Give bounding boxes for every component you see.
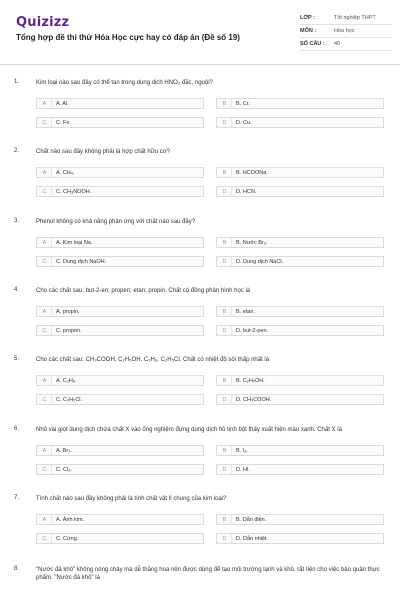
option-text: D. but-2-pen. [236,327,269,334]
answer-option-a[interactable] [36,445,204,456]
option-letter: A [38,168,52,177]
answer-option-b[interactable] [216,514,384,525]
meta-value: 40 [334,41,341,47]
option-text: D. CH₃COOH. [236,396,272,403]
option-text: A. Kim loại Na. [56,239,93,246]
question-number: 1. [14,79,20,85]
option-letter: C [38,326,52,335]
option-letter: A [38,515,52,524]
question-text: Chất nào sau đây không phải là hợp chất hữu cơ? [36,149,170,155]
option-letter: A [38,376,52,385]
option-text: C. Cl₂. [56,466,72,473]
answer-option-c[interactable] [36,394,204,405]
option-text: A. propin. [56,308,80,315]
option-text: C. C₂H₅Cl. [56,396,83,403]
option-letter: C [38,465,52,474]
option-letter: B [218,376,232,385]
answer-option-c[interactable] [36,325,204,336]
answer-option-d[interactable] [216,464,384,475]
question-number: 7. [14,495,20,501]
answer-option-a[interactable] [36,306,204,317]
meta-table [300,12,392,51]
answer-option-d[interactable] [216,186,384,197]
answer-option-a[interactable] [36,167,204,178]
option-letter: A [38,307,52,316]
option-text: A. CH₄. [56,169,75,176]
option-letter: A [38,238,52,247]
answer-option-c[interactable] [36,186,204,197]
meta-key: MÔN : [300,28,317,34]
option-letter: B [218,446,232,455]
answer-option-a[interactable] [36,514,204,525]
option-letter: D [218,187,232,196]
option-letter: C [38,534,52,543]
answer-option-b[interactable] [216,306,384,317]
option-letter: A [38,446,52,455]
quizizz-logo[interactable]: Quizizz [16,15,70,30]
option-letter: B [218,168,232,177]
meta-key: LỚP : [300,15,315,21]
answer-option-a[interactable] [36,375,204,386]
answer-option-b[interactable] [216,167,384,178]
option-text: C. CH₃NOOH. [56,188,92,195]
option-letter: D [218,118,232,127]
answer-option-d[interactable] [216,117,384,128]
question-number: 8. [14,566,20,572]
answer-option-d[interactable] [216,394,384,405]
question-text: Tính chất nào sau đây không phải là tính chất vật lí chung của kim loại? [36,496,227,502]
meta-value: Tốt nghiệp THPT [334,15,376,21]
meta-key: SỐ CÂU : [300,41,325,47]
option-text: B. I₂. [236,447,248,454]
answer-option-c[interactable] [36,256,204,267]
option-letter: C [38,187,52,196]
answer-option-d[interactable] [216,533,384,544]
question-number: 2. [14,148,20,154]
answer-option-c[interactable] [36,117,204,128]
option-letter: D [218,465,232,474]
answer-option-c[interactable] [36,464,204,475]
answer-option-d[interactable] [216,325,384,336]
option-letter: B [218,515,232,524]
option-text: D. Dung dịch NaCl. [236,258,284,265]
answer-option-b[interactable] [216,375,384,386]
option-text: C. Cứng. [56,535,79,542]
question-number: 3. [14,218,20,224]
option-letter: D [218,395,232,404]
option-text: B. Cr. [236,100,250,107]
option-letter: B [218,238,232,247]
question-number: 4. [14,287,20,293]
answer-option-b[interactable] [216,98,384,109]
answer-option-a[interactable] [36,98,204,109]
option-letter: C [38,118,52,127]
question-text: Kim loại nào sau đây có thể tan trong dung dịch HNO₃ đặc, nguội? [36,80,213,86]
option-text: D. Cu. [236,119,252,126]
worksheet-title: Tổng hợp đề thi thử Hóa Học cực hay có đáp án (Đề số 19) [16,33,240,42]
answer-option-d[interactable] [216,256,384,267]
option-text: D. HCN. [236,188,257,195]
option-letter: B [218,307,232,316]
option-text: A. C₂H₆. [56,377,77,384]
option-letter: B [218,99,232,108]
question-text: "Nước đá khô" không nóng chảy mà dễ thăng hoa nên được dùng để tạo môi trường lạnh và khô, rất tiện cho việc bảo quản thực phẩm. "Nước đá khô" là [36,567,380,581]
question-text: Cho các chất sau: CH₃COOH, C₂H₅OH, C₂H₆, C₂H₅Cl. Chất có nhiệt độ sôi thấp nhất là [36,357,270,363]
option-text: B. Nước Br₂. [236,239,268,246]
option-letter: A [38,99,52,108]
meta-row-count [300,38,392,51]
option-letter: D [218,257,232,266]
option-letter: C [38,257,52,266]
option-letter: C [38,395,52,404]
option-text: B. C₂H₅OH. [236,377,265,384]
option-text: A. Br₂. [56,447,72,454]
option-text: D. Dẫn nhiệt. [236,535,269,542]
worksheet-header [0,0,400,65]
option-text: B. etan. [236,308,255,315]
option-text: B. HCOONa. [236,169,268,176]
option-text: A. Al. [56,100,69,107]
question-number: 5. [14,356,20,362]
option-text: C. propen. [56,327,82,334]
option-text: A. Ánh kim. [56,516,85,523]
answer-option-a[interactable] [36,237,204,248]
meta-value: Hóa học [334,28,355,34]
meta-row-subject [300,25,392,38]
question-text: Cho các chất sau: but-2-en; propen; etan; propin. Chất có đồng phân hình học là [36,288,251,294]
answer-option-c[interactable] [36,533,204,544]
answer-option-b[interactable] [216,237,384,248]
option-text: C. Fe. [56,119,71,126]
option-text: D. HI. [236,466,251,473]
meta-row-grade [300,12,392,25]
option-text: C. Dung dịch NaOH. [56,258,107,265]
question-number: 6. [14,426,20,432]
question-text: Phenol không có khả năng phản ứng với chất nào sau đây? [36,219,196,225]
option-letter: D [218,534,232,543]
answer-option-b[interactable] [216,445,384,456]
question-text: Nhỏ vài giọt dung dịch chứa chất X vào ống nghiệm đựng dung dịch hồ tinh bột thấy xuất hiện màu xanh. Chất X là [36,427,342,433]
option-letter: D [218,326,232,335]
option-text: B. Dẫn điện. [236,516,267,523]
